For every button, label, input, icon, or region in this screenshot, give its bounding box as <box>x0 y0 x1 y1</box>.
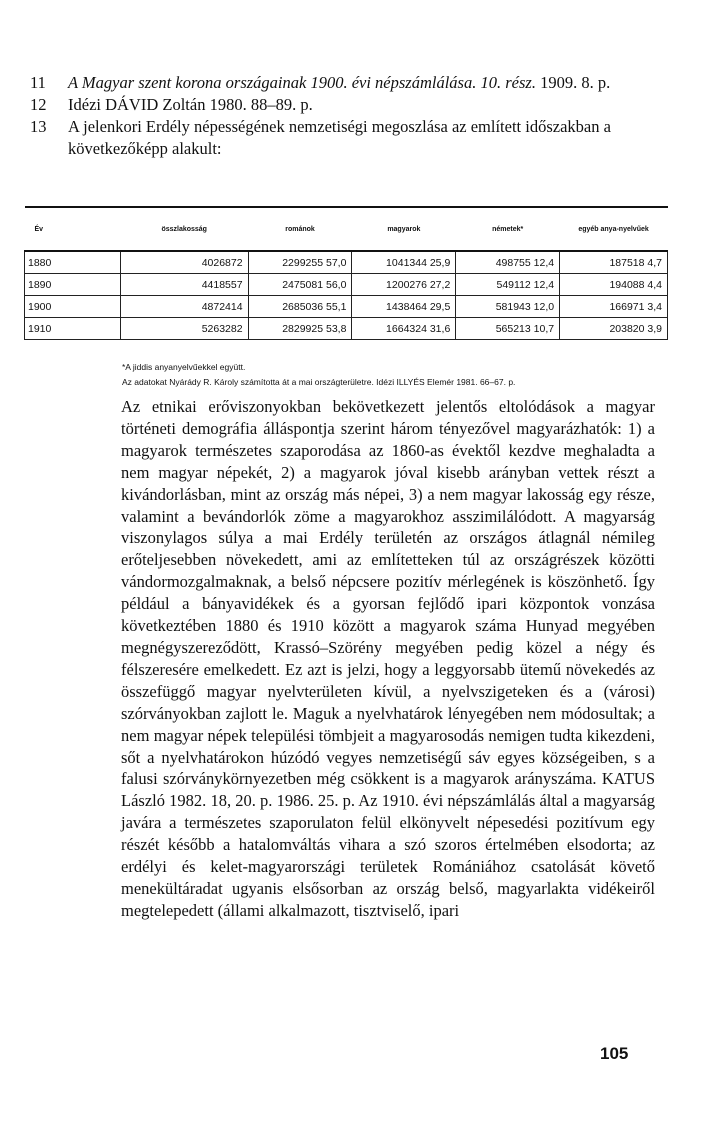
endnotes <box>30 72 690 160</box>
table-cell: 1041344 25,9 <box>352 251 456 274</box>
table-cell: 1200276 27,2 <box>352 274 456 296</box>
table-cell: 5263282 <box>120 318 248 340</box>
column-header-romanians: románok <box>248 207 352 251</box>
census-table-wrapper <box>24 206 668 340</box>
note-text <box>68 72 690 94</box>
column-header-other: egyéb anya-nyelvűek <box>560 207 668 251</box>
table-header-row <box>25 207 668 251</box>
note-number: 13 <box>30 117 47 136</box>
note-text: A jelenkori Erdély népességének nemzetiségi megoszlása az említett időszakban a következőképp alakult: <box>68 117 611 158</box>
note-source-detail: 1909. 8. p. <box>535 73 611 92</box>
endnote-13 <box>30 116 690 160</box>
table-row <box>25 274 668 296</box>
table-cell: 4026872 <box>120 251 248 274</box>
table-row <box>25 251 668 274</box>
table-cell: 4418557 <box>120 274 248 296</box>
table-cell: 565213 10,7 <box>456 318 560 340</box>
footnote-source: Az adatokat Nyárády R. Károly számította át a mai országterületre. Idézi ILLYÉS Elemér 1981. 66–67. p. <box>122 377 516 387</box>
column-header-year: Év <box>25 207 121 251</box>
column-header-germans: németek* <box>456 207 560 251</box>
table-cell: 1910 <box>25 318 121 340</box>
endnote-12 <box>30 94 690 116</box>
table-cell: 2829925 53,8 <box>248 318 352 340</box>
table-cell: 2475081 56,0 <box>248 274 352 296</box>
table-cell: 2685036 55,1 <box>248 296 352 318</box>
table-cell: 1890 <box>25 274 121 296</box>
table-cell: 203820 3,9 <box>560 318 668 340</box>
table-cell: 2299255 57,0 <box>248 251 352 274</box>
table-row <box>25 296 668 318</box>
census-table <box>24 206 668 340</box>
column-header-hungarians: magyarok <box>352 207 456 251</box>
note-source-title: A Magyar szent korona országainak 1900. évi népszámlálása. 10. rész. <box>68 73 536 92</box>
table-cell: 549112 12,4 <box>456 274 560 296</box>
table-cell: 166971 3,4 <box>560 296 668 318</box>
column-header-total: összlakosság <box>120 207 248 251</box>
note-number: 12 <box>30 95 47 114</box>
table-cell: 1664324 31,6 <box>352 318 456 340</box>
table-cell: 498755 12,4 <box>456 251 560 274</box>
table-footnotes <box>122 360 702 390</box>
footnote-asterisk: *A jiddis anyanyelvűekkel együtt. <box>122 362 246 372</box>
table-cell: 1880 <box>25 251 121 274</box>
table-cell: 1438464 29,5 <box>352 296 456 318</box>
table-cell: 194088 4,4 <box>560 274 668 296</box>
table-cell: 581943 12,0 <box>456 296 560 318</box>
page-number: 105 <box>600 1044 629 1063</box>
note-number: 11 <box>30 73 46 92</box>
body-paragraph: Az etnikai erőviszonyokban bekövetkezett jelentős eltolódások a magyar történeti demográfia álláspontja szerint három tényezővel magyarázhatók: 1) a magyarok természetes szaporodása az 1860-as évektől kezdve meghaladta a nem magyar népekét, 2) a magyarok jóval kisebb arányban vettek részt a kivándorlásban, mint az ország más népei, 3) a nem magyar lakosság egy része, valamint a bevándorlók zöme a magyarokhoz asszimilálódott. A magyarság viszonylagos súlya a mai Erdély területén az országos átlagnál némileg erőteljesebben növekedett, ami az említetteken túl az országrészek közötti vándormozgalmaknak, a belső népcsere pozitív mérlegének is köszönhető. Így például a bányavidékek és a gyorsan fejlődő ipari központok vonzása következtében 1880 és 1910 között a magyarok száma Hunyad megyében megnégyszereződött, Krassó–Szörény megyében pedig közel a négy és félszeresére emelkedett. Ez azt is jelzi, hogy a leggyorsabb ütemű növekedés az összefüggő magyar nyelvterületen kívül, a nyelvszigeteken és a (városi) szórványokban zajlott le. Maguk a nyelvhatárok lényegében nem módosultak; a nem magyar népek települési tömbjeit a magyarosodás nemigen tudta kikezdeni, sőt a nyelvhatárokon húzódó vegyes nemzetiségű sáv egyes községeiben, s a falusi szórványkörnyezetben még csökkent is a magyarok arányszáma. KATUS László 1982. 18, 20. p. 1986. 25. p. Az 1910. évi népszámlálás által a magyarság javára a természetes szaporulaton felül elkönyvelt népesedési pozitívum egy részét később a hatalomváltás vihara a szó szoros értelmében elsodorta; az erdélyi és kelet-magyarországi területek Romániához csatolását követő menekültáradat ugyanis elsősorban az ország belső, magyarlakta vidékeiről megtelepedett (állami alkalmazott, tisztviselő, ipari <box>121 397 655 920</box>
table-cell: 187518 4,7 <box>560 251 668 274</box>
table-row <box>25 318 668 340</box>
table-cell: 4872414 <box>120 296 248 318</box>
note-text: Idézi DÁVID Zoltán 1980. 88–89. p. <box>68 95 313 114</box>
endnote-11 <box>30 72 690 94</box>
table-cell: 1900 <box>25 296 121 318</box>
